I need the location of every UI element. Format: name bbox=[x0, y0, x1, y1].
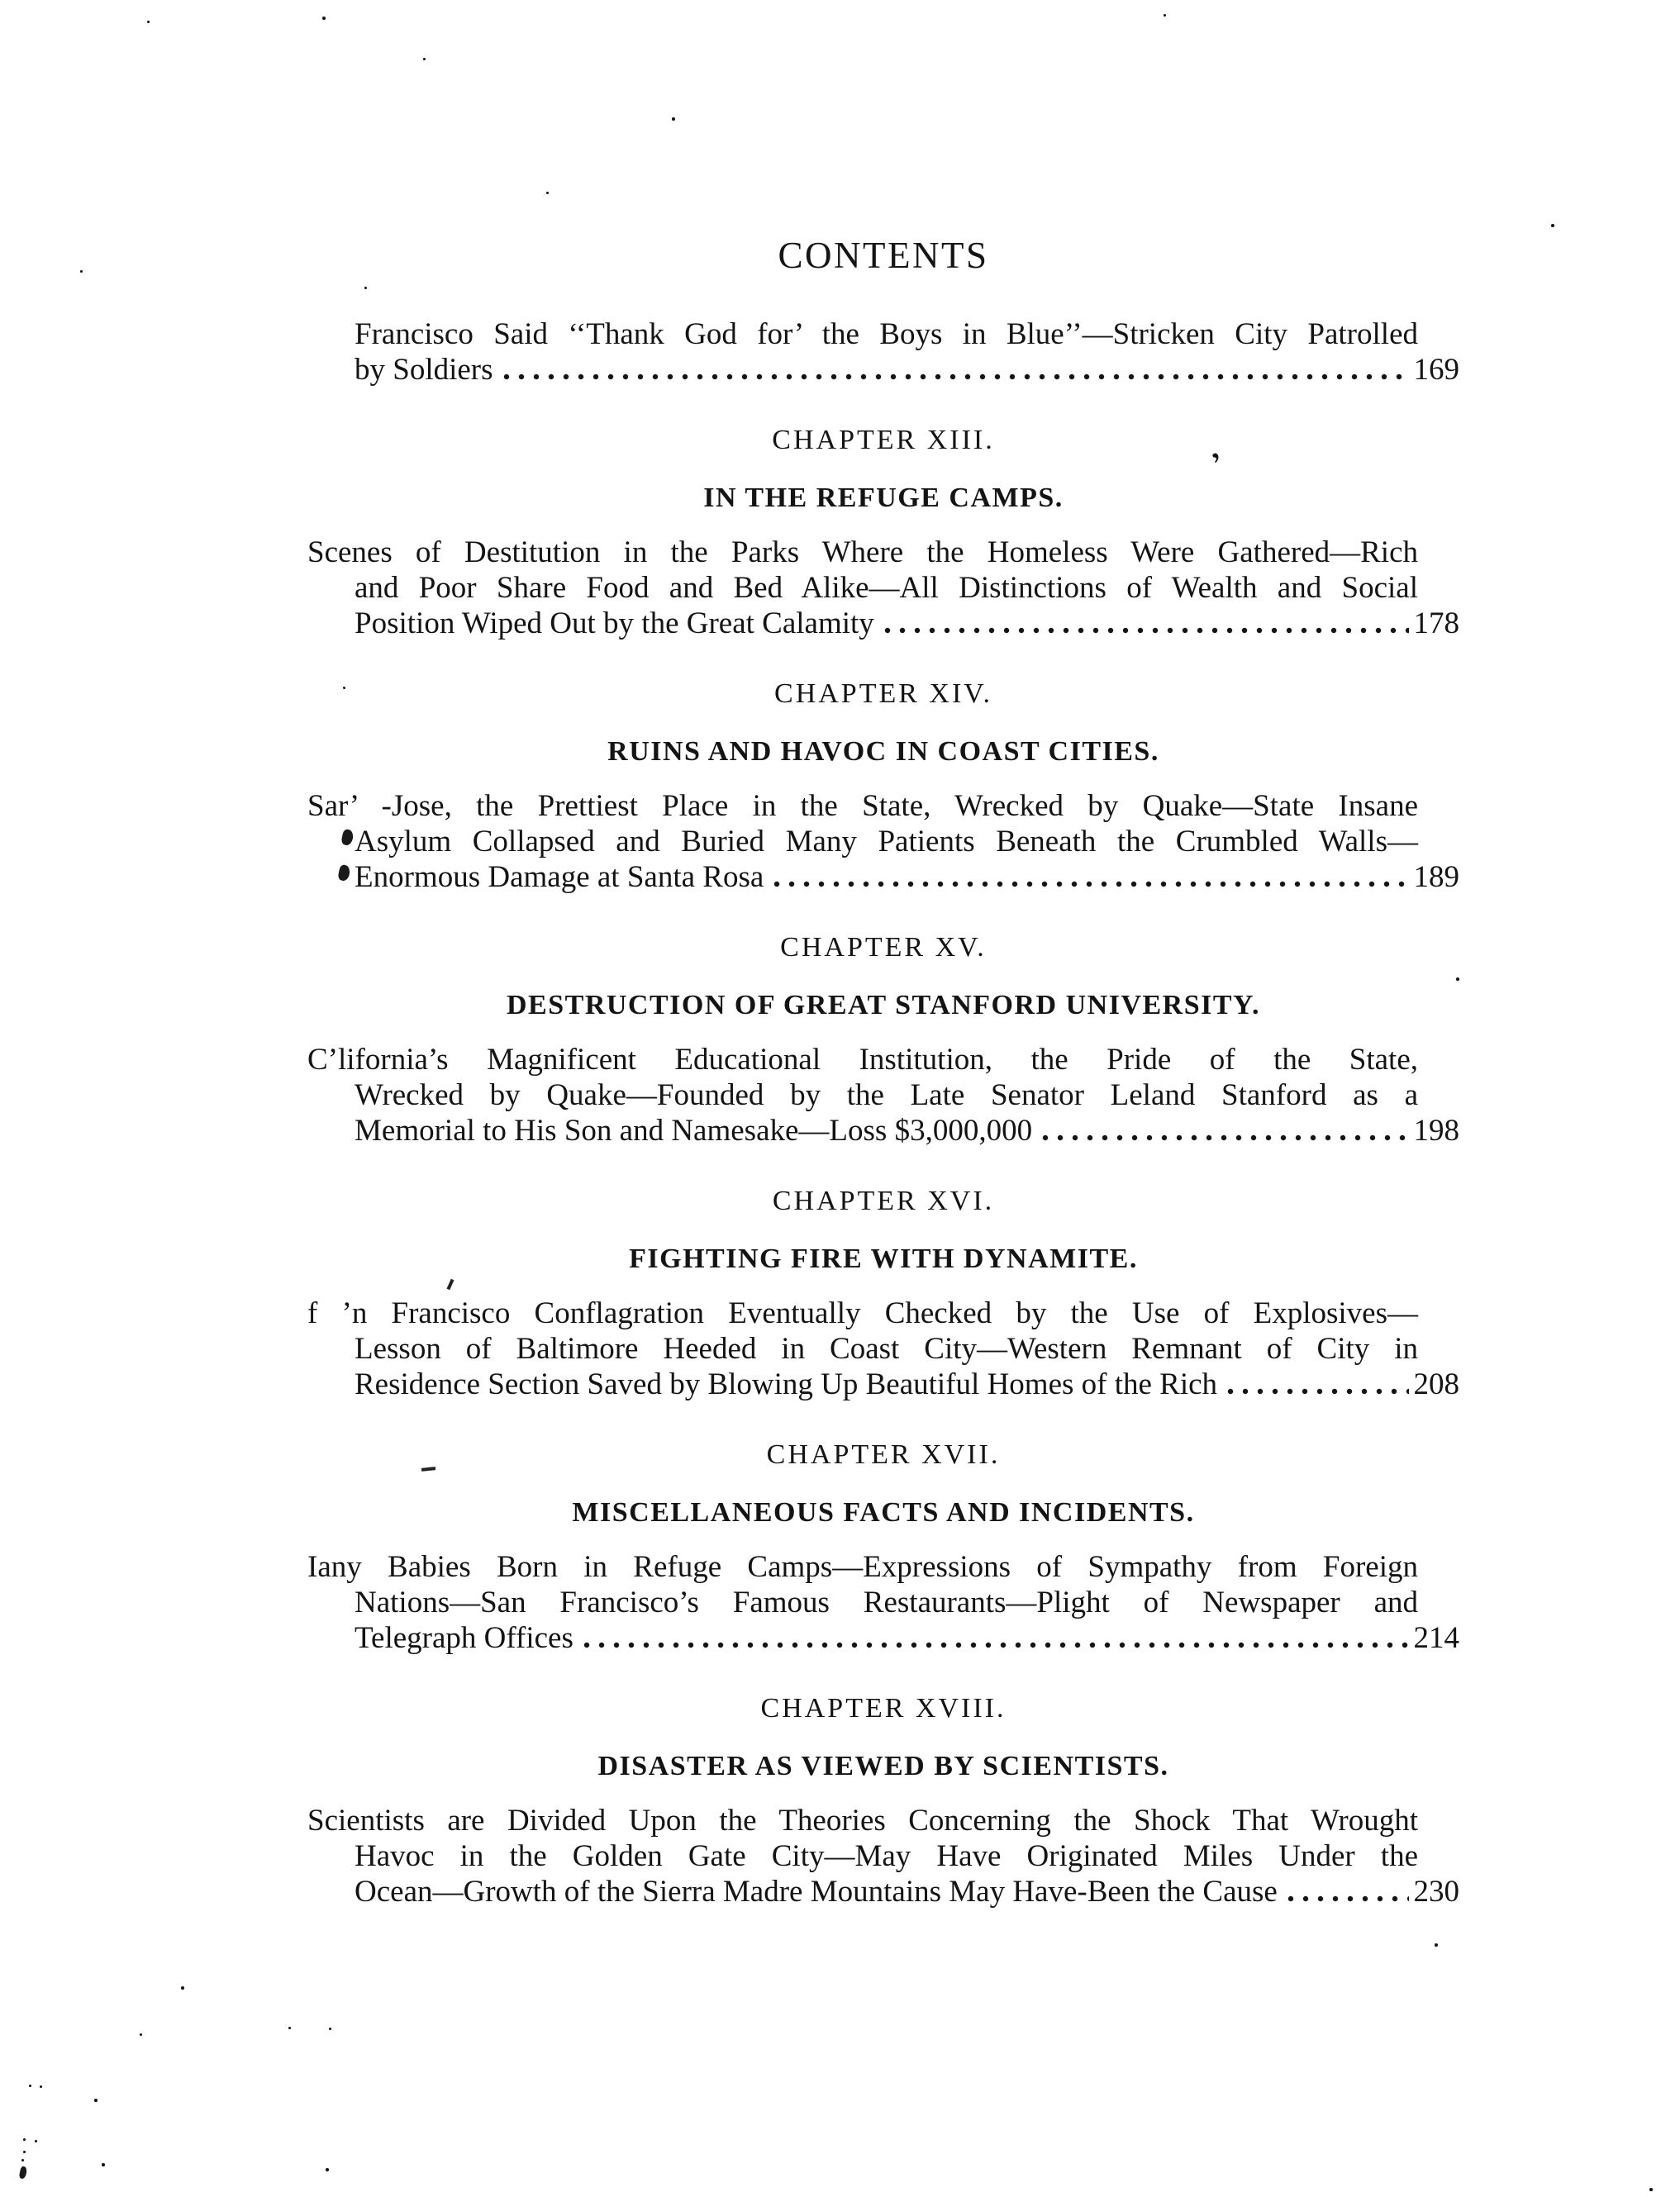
summary-line: f ’n Francisco Conflagration Eventually Checked by the Use of Explosives— bbox=[307, 1296, 1418, 1330]
summary-last-line bbox=[355, 1620, 1459, 1656]
scan-speck bbox=[21, 2159, 24, 2161]
scan-speck bbox=[102, 2163, 105, 2166]
scan-speck bbox=[35, 2140, 37, 2142]
summary-last-line bbox=[355, 1113, 1459, 1148]
chapter-heading: CHAPTER XIV. bbox=[774, 678, 992, 709]
scan-ink-blotch bbox=[19, 2166, 28, 2179]
chapter-subtitle: DISASTER AS VIEWED BY SCIENTISTS. bbox=[597, 1751, 1169, 1781]
scan-speck bbox=[94, 2099, 98, 2102]
summary-line: Sar’ -Jose, the Prettiest Place in the State, Wrecked by Quake—State Insane bbox=[307, 789, 1418, 823]
summary-last-line bbox=[355, 606, 1459, 641]
summary-text: Memorial to His Son and Namesake—Loss $3,000,000 bbox=[355, 1114, 1033, 1148]
chapter-entry-xviii bbox=[307, 1692, 1459, 1909]
scan-speck bbox=[322, 17, 326, 20]
summary-line: Asylum Collapsed and Buried Many Patients Beneath the Crumbled Walls— bbox=[355, 825, 1418, 858]
scan-speck bbox=[1551, 224, 1554, 227]
scan-speck bbox=[1164, 14, 1166, 17]
page-number: 189 bbox=[1413, 860, 1459, 894]
chapter-subtitle: IN THE REFUGE CAMPS. bbox=[703, 483, 1064, 513]
scan-speck bbox=[546, 192, 549, 194]
contents-column bbox=[307, 0, 1459, 1909]
scan-speck bbox=[181, 1986, 184, 1990]
toc-entry-line: Francisco Said ‘‘Thank God for’ the Boys in Blue’’—Stricken City Patrolled bbox=[355, 317, 1418, 351]
chapter-entry-xiv bbox=[307, 678, 1459, 895]
scan-speck bbox=[29, 2085, 31, 2087]
dot-leader bbox=[773, 879, 1408, 889]
summary-line: Iany Babies Born in Refuge Camps—Expressions of Sympathy from Foreign bbox=[307, 1550, 1418, 1584]
summary-line: Scientists are Divided Upon the Theories Concerning the Shock That Wrought bbox=[307, 1804, 1418, 1838]
scan-speck bbox=[147, 21, 150, 23]
chapter-summary bbox=[307, 1803, 1459, 1909]
dot-leader bbox=[1042, 1133, 1408, 1143]
page-number: 230 bbox=[1413, 1875, 1459, 1909]
dot-leader bbox=[503, 372, 1409, 382]
chapter-heading: CHAPTER XVII. bbox=[766, 1439, 1001, 1470]
scan-speck bbox=[1435, 1943, 1438, 1947]
scan-speck bbox=[329, 2028, 331, 2030]
chapter-entry-xv bbox=[307, 931, 1459, 1148]
summary-line: Havoc in the Golden Gate City—May Have Originated Miles Under the bbox=[355, 1839, 1418, 1873]
dot-leader bbox=[884, 625, 1409, 635]
page-number: 169 bbox=[1413, 353, 1459, 387]
scan-speck bbox=[40, 2085, 42, 2088]
summary-last-line bbox=[355, 1367, 1459, 1402]
chapter-heading: CHAPTER XVI. bbox=[772, 1186, 995, 1216]
summary-last-line bbox=[355, 859, 1459, 895]
summary-line: and Poor Share Food and Bed Alike—All Distinctions of Wealth and Social bbox=[355, 571, 1418, 605]
chapter-subtitle: MISCELLANEOUS FACTS AND INCIDENTS. bbox=[572, 1497, 1195, 1528]
page-number: 178 bbox=[1413, 606, 1459, 640]
scan-speck bbox=[343, 687, 345, 689]
summary-line: Nations—San Francisco’s Famous Restaurants—Plight of Newspaper and bbox=[355, 1586, 1418, 1619]
summary-line: C’lifornia’s Magnificent Educational Institution, the Pride of the State, bbox=[307, 1043, 1418, 1077]
summary-last-line bbox=[355, 1874, 1459, 1909]
chapter-subtitle: FIGHTING FIRE WITH DYNAMITE. bbox=[629, 1244, 1138, 1274]
scan-speck bbox=[672, 117, 675, 121]
page-number: 208 bbox=[1413, 1367, 1459, 1401]
chapter-subtitle: DESTRUCTION OF GREAT STANFORD UNIVERSITY. bbox=[507, 990, 1260, 1020]
scan-squiggle-mark: ‚ bbox=[1199, 431, 1224, 466]
chapter-subtitle: RUINS AND HAVOC IN COAST CITIES. bbox=[607, 736, 1159, 767]
scan-speck bbox=[1649, 2188, 1653, 2191]
summary-text: Position Wiped Out by the Great Calamity bbox=[355, 606, 874, 640]
chapter-summary bbox=[307, 1042, 1459, 1148]
chapter-summary bbox=[307, 535, 1459, 641]
scan-speck bbox=[364, 287, 367, 289]
dot-leader bbox=[1287, 1894, 1409, 1904]
scan-speck bbox=[1456, 977, 1459, 981]
summary-text: Enormous Damage at Santa Rosa bbox=[355, 860, 764, 894]
toc-entry-text: by Soldiers bbox=[355, 353, 493, 387]
chapter-summary bbox=[307, 788, 1459, 895]
toc-entry-last-line bbox=[355, 352, 1459, 388]
summary-line: Lesson of Baltimore Heeded in Coast City—Western Remnant of City in bbox=[355, 1332, 1418, 1366]
scan-speck bbox=[288, 2027, 291, 2029]
chapter-entry-xvi bbox=[307, 1185, 1459, 1402]
chapter-heading: CHAPTER XVIII. bbox=[760, 1693, 1007, 1724]
summary-text: Ocean—Growth of the Sierra Madre Mountains May Have-Been the Cause bbox=[355, 1875, 1278, 1909]
chapter-summary bbox=[307, 1549, 1459, 1656]
chapter-entry-xiii bbox=[307, 424, 1459, 641]
scan-speck bbox=[326, 2168, 329, 2171]
chapter-heading: CHAPTER XV. bbox=[780, 932, 987, 963]
scan-speck bbox=[80, 270, 83, 273]
chapter-heading: CHAPTER XIII. bbox=[772, 425, 995, 455]
chapter-entry-xvii bbox=[307, 1439, 1459, 1656]
page-number: 198 bbox=[1413, 1114, 1459, 1148]
scan-speck bbox=[423, 58, 426, 60]
chapter-summary bbox=[307, 1296, 1459, 1402]
dot-leader bbox=[583, 1640, 1409, 1650]
scan-speck bbox=[140, 2033, 142, 2036]
page-title: CONTENTS bbox=[778, 235, 989, 276]
scan-speck bbox=[23, 2138, 26, 2141]
scan-speck bbox=[23, 2151, 26, 2153]
summary-line: Wrecked by Quake—Founded by the Late Senator Leland Stanford as a bbox=[355, 1078, 1418, 1112]
summary-text: Telegraph Offices bbox=[355, 1621, 573, 1655]
dot-leader bbox=[1227, 1386, 1408, 1396]
toc-entry-continued bbox=[307, 316, 1459, 388]
page-number: 214 bbox=[1413, 1621, 1459, 1655]
summary-text: Residence Section Saved by Blowing Up Beautiful Homes of the Rich bbox=[355, 1367, 1218, 1401]
summary-line: Scenes of Destitution in the Parks Where the Homeless Were Gathered—Rich bbox=[307, 535, 1418, 569]
